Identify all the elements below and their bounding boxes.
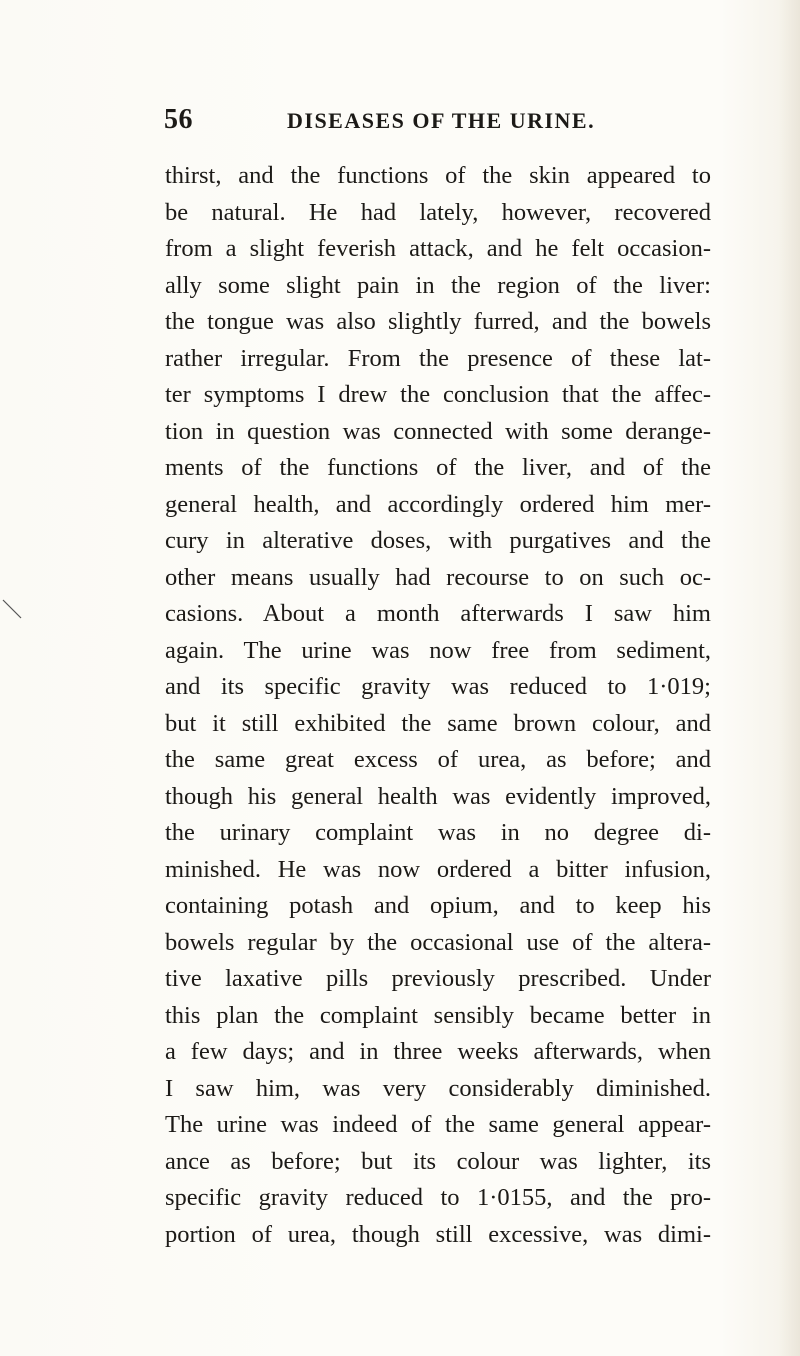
text-line: specific gravity reduced to 1·0155, and the pro- — [165, 1184, 711, 1211]
text-line: a few days; and in three weeks afterwards, when — [165, 1038, 711, 1065]
text-line: tive laxative pills previously prescribed. Under — [165, 965, 711, 992]
margin-mark — [1, 598, 25, 622]
text-line: The urine was indeed of the same general appear- — [165, 1111, 711, 1138]
text-line: the urinary complaint was in no degree di- — [165, 819, 711, 846]
running-head: DISEASES OF THE URINE. — [287, 108, 596, 133]
text-line: general health, and accordingly ordered him mer- — [165, 490, 711, 518]
text-line: cury in alterative doses, with purgatives and the — [165, 527, 711, 554]
text-line: the tongue was also slightly furred, and the bowels — [165, 308, 711, 335]
text-line: containing potash and opium, and to keep his — [165, 892, 711, 919]
text-line: the same great excess of urea, as before; and — [165, 746, 711, 773]
text-line: this plan the complaint sensibly became better in — [165, 1001, 711, 1029]
page-edge-shadow — [778, 0, 800, 1356]
text-line: ally some slight pain in the region of the liver: — [165, 271, 711, 299]
text-line: and its specific gravity was reduced to 1·019; — [165, 673, 711, 700]
text-line: rather irregular. From the presence of these lat- — [165, 344, 711, 372]
page-header — [164, 104, 724, 144]
text-line: other means usually had recourse to on such oc- — [165, 563, 711, 591]
text-line: again. The urine was now free from sediment, — [165, 636, 711, 664]
text-line: from a slight feverish attack, and he felt occasion- — [165, 235, 711, 262]
text-line: ments of the functions of the liver, and of the — [165, 454, 711, 481]
text-line: though his general health was evidently improved, — [165, 782, 711, 810]
text-line: portion of urea, though still excessive, was dimi- — [165, 1220, 711, 1248]
text-line: thirst, and the functions of the skin appeared to — [165, 162, 711, 189]
text-line: casions. About a month afterwards I saw him — [165, 600, 711, 627]
text-line: bowels regular by the occasional use of the altera- — [165, 928, 711, 956]
text-line: be natural. He had lately, however, recovered — [165, 198, 711, 226]
text-line: tion in question was connected with some derange- — [165, 417, 711, 445]
text-line: minished. He was now ordered a bitter infusion, — [165, 855, 711, 883]
text-line: I saw him, was very considerably diminished. — [165, 1074, 711, 1102]
text-line: but it still exhibited the same brown colour, and — [165, 709, 711, 737]
page-number: 56 — [164, 104, 193, 135]
text-line: ter symptoms I drew the conclusion that the affec- — [165, 381, 711, 408]
body-text — [165, 158, 711, 1253]
text-line: ance as before; but its colour was lighter, its — [165, 1147, 711, 1175]
